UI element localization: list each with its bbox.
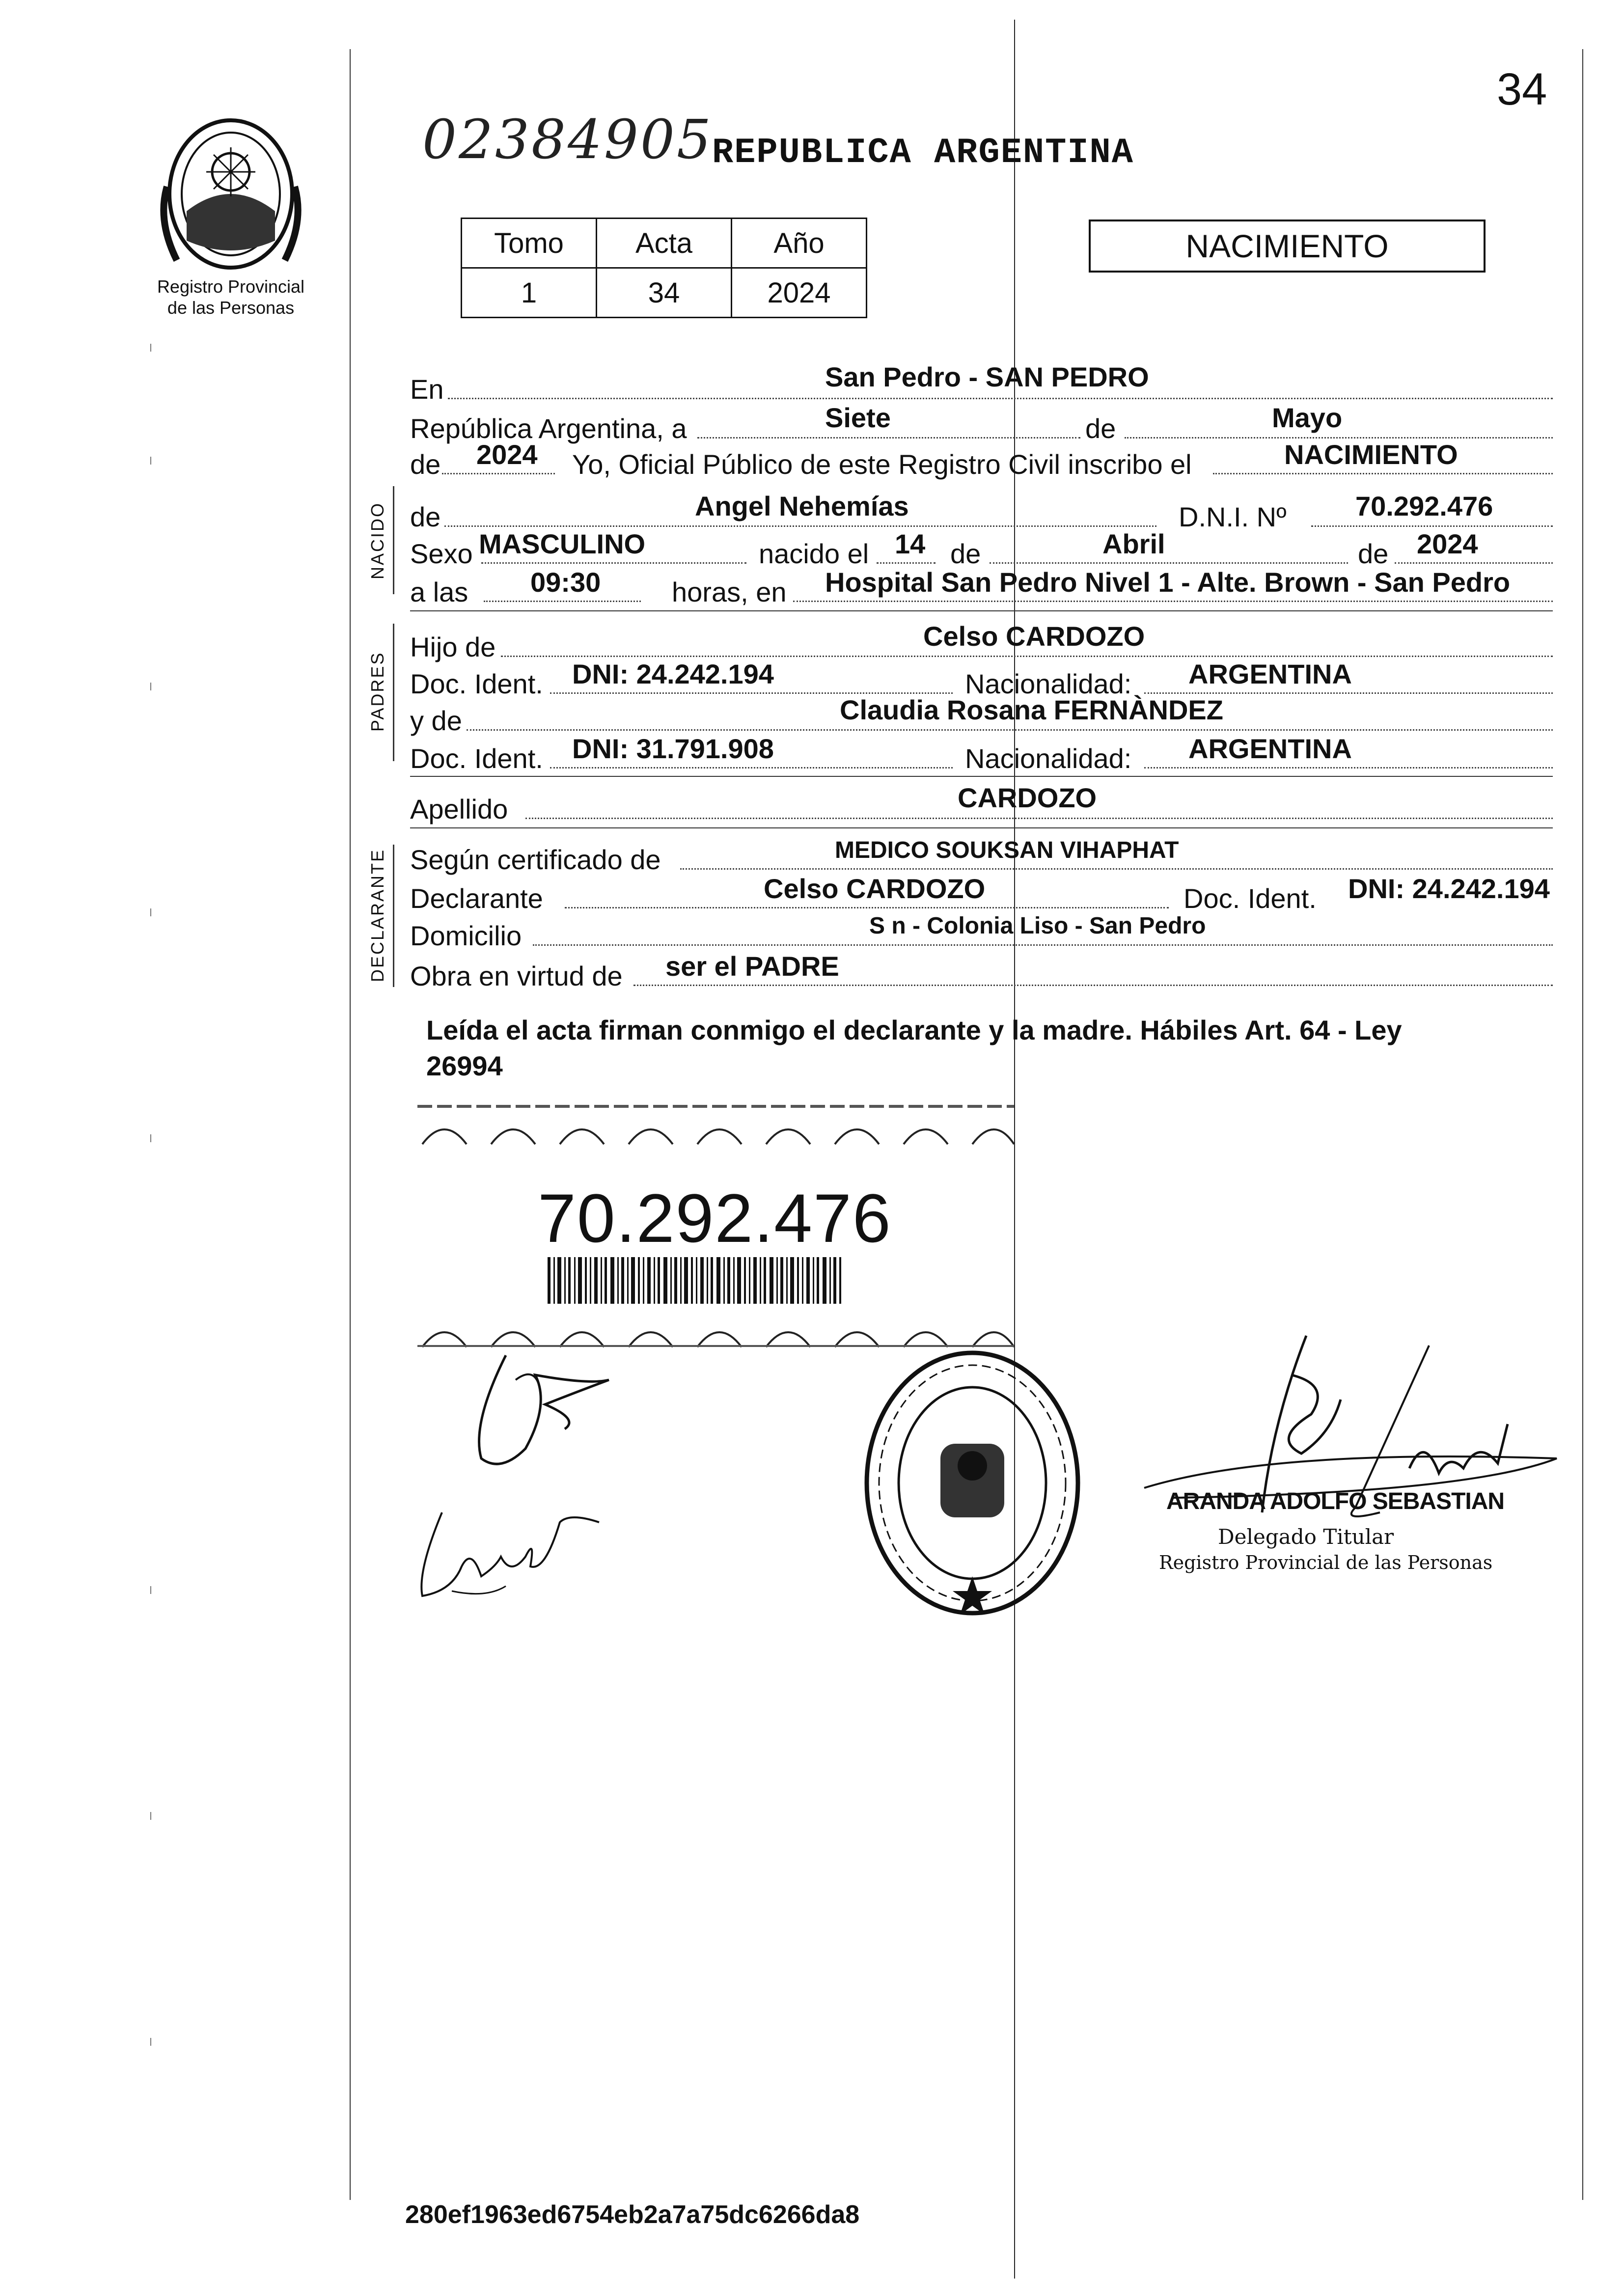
dotted-line <box>442 473 555 474</box>
dotted-line <box>484 601 641 602</box>
section-label-declarante: DECLARANTE <box>367 848 387 982</box>
dotted-line <box>1395 562 1553 564</box>
declarant-signature-icon <box>462 1345 624 1478</box>
section-label-padres: PADRES <box>367 651 387 732</box>
value-nac-mes: Abril <box>1102 528 1165 559</box>
section-rule <box>393 624 394 761</box>
margin-mark <box>150 344 151 352</box>
header-title: REPUBLICA ARGENTINA <box>712 133 1134 173</box>
document-type-box: NACIMIENTO <box>1089 220 1486 273</box>
label-nacionalidad-padre: Nacionalidad: <box>965 668 1132 699</box>
value-sexo: MASCULINO <box>479 528 646 559</box>
signatory-org: Registro Provincial de las Personas <box>1159 1552 1493 1573</box>
dotted-line <box>444 525 1156 527</box>
page-number: 34 <box>1497 64 1547 114</box>
dotted-line <box>793 601 1553 602</box>
value-nombre: Angel Nehemías <box>695 491 909 522</box>
value-dni: 70.292.476 <box>1355 491 1493 522</box>
label-segun: Según certificado de <box>410 844 661 875</box>
label-nacido-el: nacido el <box>759 538 869 569</box>
value-nac-dia: 14 <box>895 528 926 559</box>
label-a-las: a las <box>410 577 468 607</box>
dotted-line <box>501 656 1553 657</box>
barcode-icon <box>548 1257 842 1304</box>
value-dia: Siete <box>825 402 891 433</box>
margin-mark <box>150 908 151 916</box>
value-acto: NACIMIENTO <box>1284 439 1458 470</box>
label-sexo: Sexo <box>410 538 473 569</box>
record-table <box>461 218 867 318</box>
margin-mark <box>150 2038 151 2046</box>
value-padre-doc: DNI: 24.242.194 <box>572 659 774 689</box>
record-header-tomo: Tomo <box>462 219 597 268</box>
dotted-line <box>1311 525 1553 527</box>
section-divider <box>410 610 1553 611</box>
mother-signature-icon <box>413 1493 609 1606</box>
section-rule <box>393 486 394 594</box>
handwritten-serial: 02384905 <box>422 108 713 171</box>
margin-mark <box>150 683 151 690</box>
label-de-name: de <box>410 501 441 532</box>
dotted-line <box>1125 437 1553 439</box>
record-value-row <box>462 268 867 318</box>
dotted-line <box>680 868 1553 870</box>
security-pattern-bottom <box>417 1309 1014 1348</box>
label-de-anio: de <box>1358 538 1389 569</box>
value-madre: Claudia Rosana FERNÀNDEZ <box>840 694 1223 725</box>
dotted-line <box>990 562 1348 564</box>
label-de-year: de <box>410 449 441 480</box>
label-en: En <box>410 374 444 405</box>
margin-mark <box>150 1134 151 1142</box>
registry-caption: Registro Provincial de las Personas <box>157 276 305 318</box>
center-fold-line <box>1014 20 1015 2279</box>
section-label-nacido: NACIDO <box>367 501 387 579</box>
value-obra: ser el PADRE <box>665 951 839 982</box>
dotted-line <box>550 692 953 694</box>
official-seal-icon <box>862 1345 1083 1620</box>
value-padre-nac: ARGENTINA <box>1188 659 1352 689</box>
section-divider <box>410 776 1553 777</box>
barcode-number: 70.292.476 <box>538 1180 892 1257</box>
label-apellido: Apellido <box>410 794 508 824</box>
label-domicilio: Domicilio <box>410 920 522 951</box>
value-declarante: Celso CARDOZO <box>764 873 986 904</box>
value-madre-doc: DNI: 31.791.908 <box>572 733 774 764</box>
closing-text: Leída el acta firman conmigo el declarante y la madre. Hábiles Art. 64 - Ley 26994 <box>426 1015 1402 1081</box>
signatory-name: ARANDA ADOLFO SEBASTIAN <box>1166 1488 1505 1514</box>
misiones-coat-of-arms-icon <box>157 113 304 275</box>
label-doc-ident-padre: Doc. Ident. <box>410 668 543 699</box>
value-lugar-nac: Hospital San Pedro Nivel 1 - Alte. Brown - San Pedro <box>825 567 1511 598</box>
dotted-line <box>633 985 1553 986</box>
value-madre-nac: ARGENTINA <box>1188 733 1352 764</box>
label-dni: D.N.I. Nº <box>1179 501 1287 532</box>
record-header-anio: Año <box>732 219 867 268</box>
label-de-month: de <box>1085 413 1116 444</box>
dotted-line <box>1213 473 1553 474</box>
label-de-mes: de <box>950 538 981 569</box>
label-doc-ident-declarante: Doc. Ident. <box>1184 883 1317 914</box>
section-rule <box>393 845 394 987</box>
value-lugar: San Pedro - SAN PEDRO <box>825 361 1149 392</box>
dotted-line <box>1144 767 1553 769</box>
value-apellido: CARDOZO <box>958 782 1097 813</box>
record-header-row <box>462 219 867 268</box>
label-declarante: Declarante <box>410 883 543 914</box>
label-y-de: y de <box>410 705 462 736</box>
value-hora: 09:30 <box>530 567 601 598</box>
signatory-role: Delegado Titular <box>1218 1525 1394 1549</box>
dotted-line <box>467 729 1553 731</box>
label-nacionalidad-madre: Nacionalidad: <box>965 743 1132 774</box>
dotted-line <box>550 767 953 769</box>
label-horas-en: horas, en <box>672 577 787 607</box>
dotted-line <box>481 562 746 564</box>
value-padre: Celso CARDOZO <box>923 621 1145 652</box>
label-hijo-de: Hijo de <box>410 632 496 662</box>
value-nac-anio: 2024 <box>1417 528 1478 559</box>
value-mes: Mayo <box>1272 402 1343 433</box>
dotted-line <box>533 944 1553 946</box>
value-certificado: MEDICO SOUKSAN VIHAPHAT <box>835 837 1179 863</box>
record-value-anio: 2024 <box>732 268 867 318</box>
left-margin-rule <box>350 49 351 2200</box>
label-republica: República Argentina, a <box>410 413 687 444</box>
margin-mark <box>150 457 151 465</box>
document-hash: 280ef1963ed6754eb2a7a75dc6266da8 <box>405 2200 860 2229</box>
label-doc-ident-madre: Doc. Ident. <box>410 743 543 774</box>
dotted-line <box>697 437 1080 439</box>
record-header-acta: Acta <box>597 219 732 268</box>
margin-mark <box>150 1586 151 1594</box>
dotted-line <box>877 562 936 564</box>
dotted-line <box>525 818 1553 819</box>
label-oficial: Yo, Oficial Público de este Registro Civil inscribo el <box>572 449 1192 480</box>
value-domicilio: S n - Colonia Liso - San Pedro <box>869 913 1206 939</box>
dotted-line <box>565 907 1169 908</box>
record-value-tomo: 1 <box>462 268 597 318</box>
section-divider <box>410 827 1553 828</box>
value-declarante-doc: DNI: 24.242.194 <box>1348 873 1550 904</box>
value-anio: 2024 <box>476 439 538 470</box>
right-margin-rule <box>1582 49 1583 2200</box>
security-pattern-top <box>417 1102 1014 1147</box>
record-value-acta: 34 <box>597 268 732 318</box>
dotted-line <box>448 398 1553 399</box>
label-obra: Obra en virtud de <box>410 961 623 991</box>
dotted-line <box>1144 692 1553 694</box>
margin-mark <box>150 1812 151 1820</box>
